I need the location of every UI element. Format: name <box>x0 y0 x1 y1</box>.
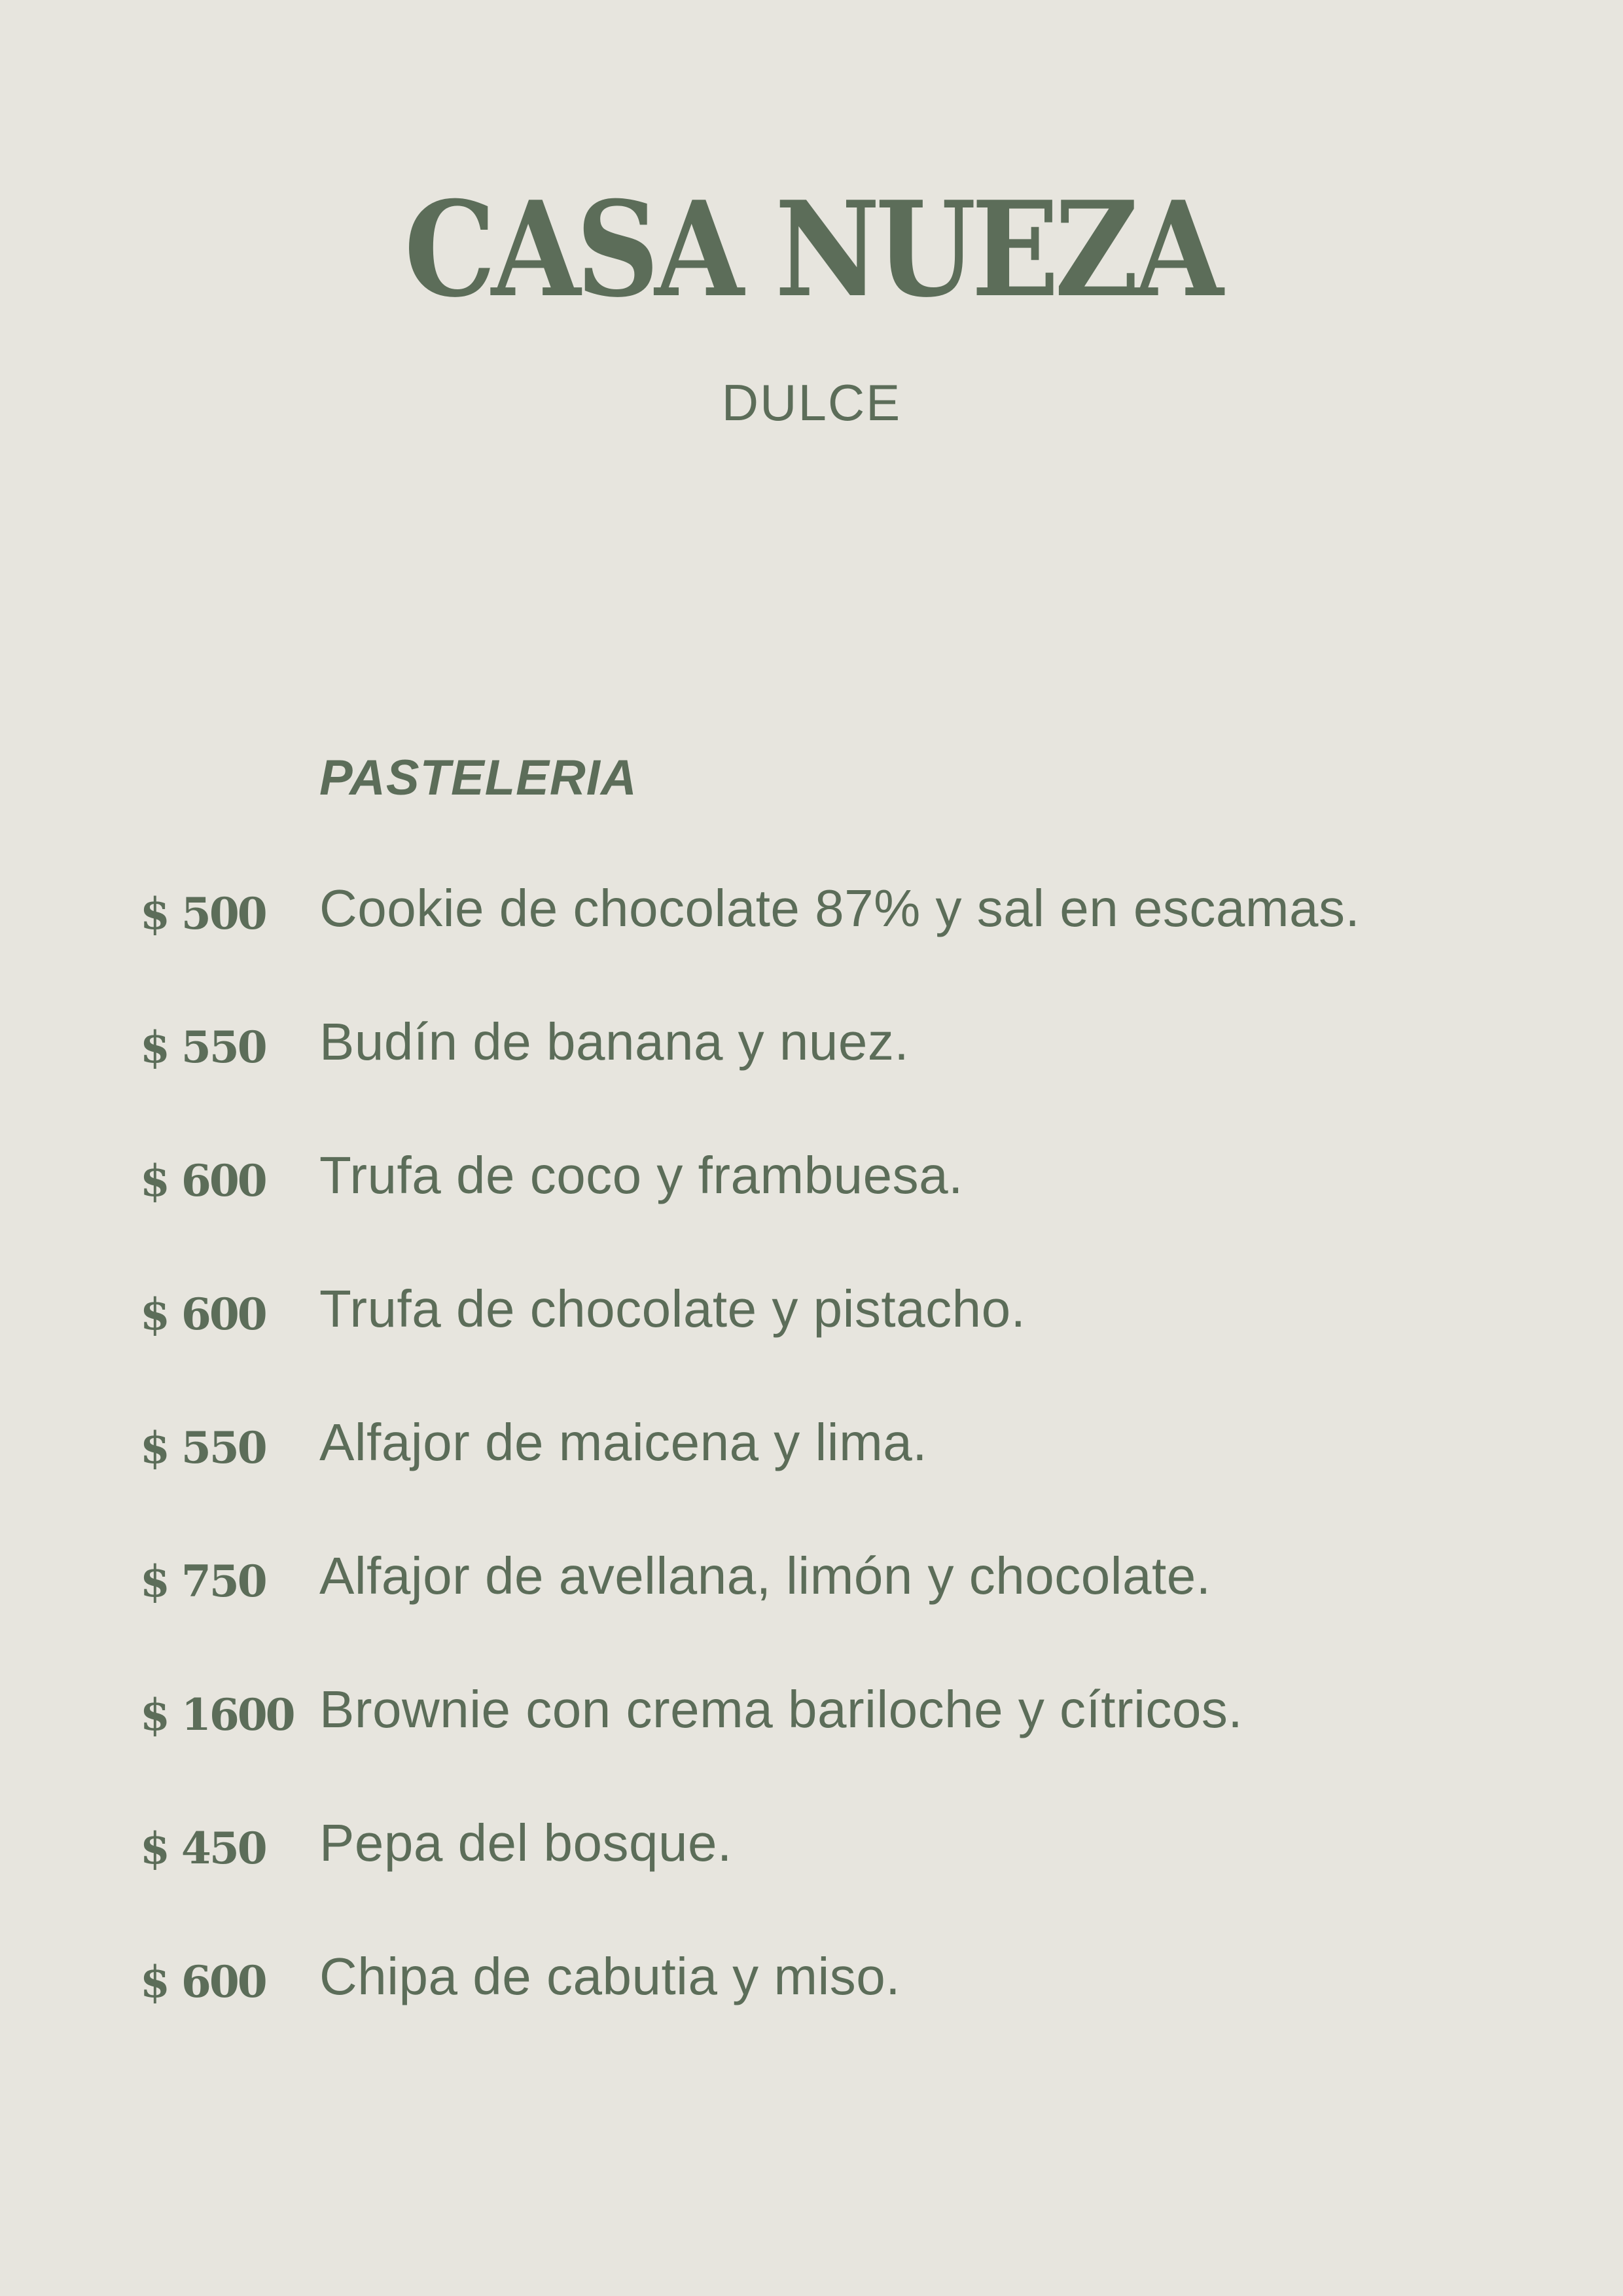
menu-item <box>0 1810 1623 1944</box>
item-description: Alfajor de maicena y lima. <box>319 1413 927 1471</box>
item-price: $ 500 <box>140 888 266 939</box>
page-title: CASA NUEZA <box>404 173 1219 327</box>
menu-item <box>0 1009 1623 1143</box>
item-price: $ 550 <box>140 1422 266 1473</box>
item-description: Cookie de chocolate 87% y sal en escamas. <box>319 879 1361 937</box>
menu-list <box>0 876 1623 2077</box>
item-price: $ 750 <box>140 1556 266 1607</box>
menu-item <box>0 876 1623 1009</box>
item-price: $ 450 <box>140 1823 266 1874</box>
section-title: PASTELERIA <box>319 750 637 806</box>
item-description: Trufa de chocolate y pistacho. <box>319 1280 1026 1338</box>
item-price: $ 600 <box>140 1289 266 1340</box>
menu-item <box>0 1944 1623 2077</box>
menu-item <box>0 1143 1623 1276</box>
menu-item <box>0 1410 1623 1543</box>
item-description: Trufa de coco y frambuesa. <box>319 1146 963 1204</box>
menu-item <box>0 1543 1623 1677</box>
item-price: $ 600 <box>140 1155 266 1206</box>
item-description: Alfajor de avellana, limón y chocolate. <box>319 1547 1211 1605</box>
item-price: $ 1600 <box>140 1689 294 1740</box>
item-description: Brownie con crema bariloche y cítricos. <box>319 1680 1243 1738</box>
item-description: Pepa del bosque. <box>319 1814 732 1872</box>
item-description: Chipa de cabutia y miso. <box>319 1947 901 2005</box>
item-price: $ 600 <box>140 1956 266 2007</box>
menu-item <box>0 1677 1623 1810</box>
item-description: Budín de banana y nuez. <box>319 1013 910 1071</box>
menu-item <box>0 1276 1623 1410</box>
page-subtitle: DULCE <box>721 374 902 431</box>
item-price: $ 550 <box>140 1022 266 1073</box>
